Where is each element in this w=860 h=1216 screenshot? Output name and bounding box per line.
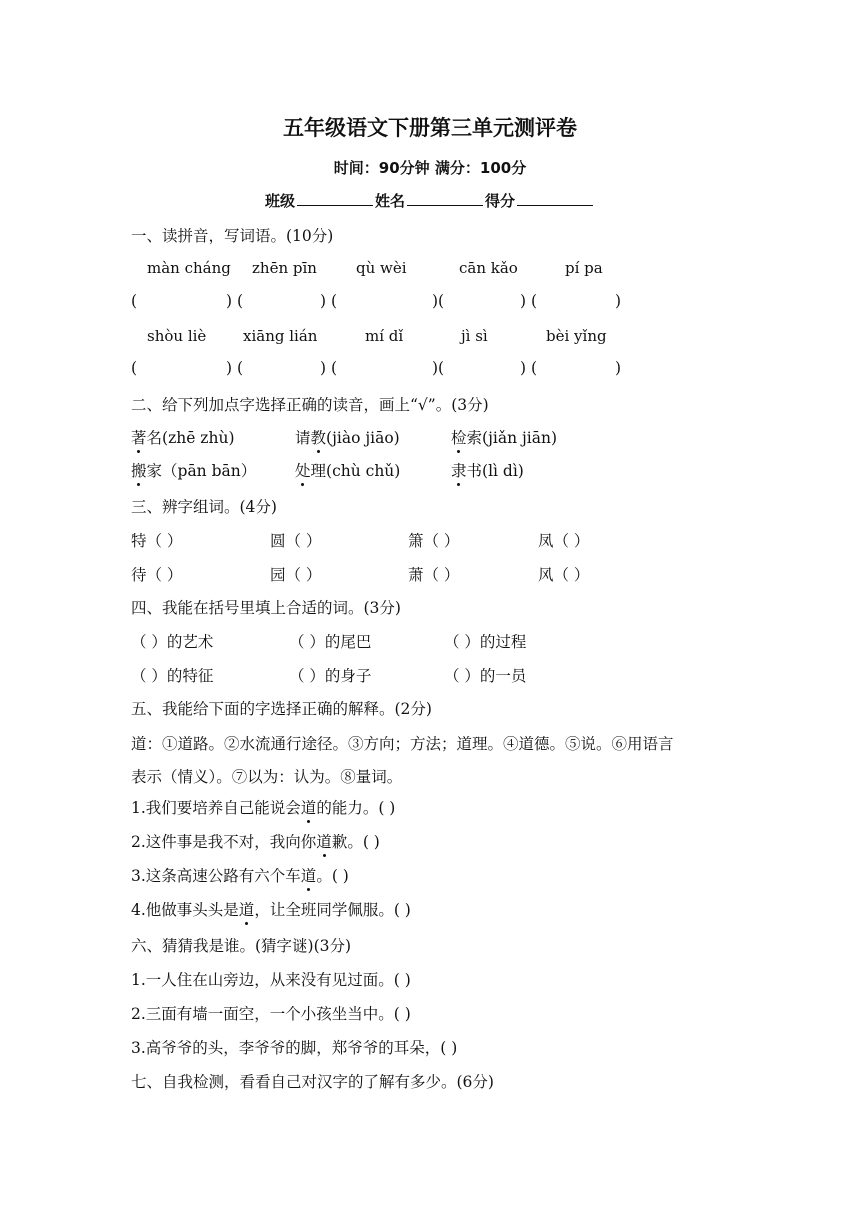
word-pair-item: 圆（ ） bbox=[270, 532, 322, 550]
question-5-2: 2.这件事是我不对，我向你道歉。( ) bbox=[131, 830, 380, 852]
reading-choice: 著名(zhē zhù) bbox=[131, 426, 235, 448]
pinyin-item: jì sì bbox=[461, 327, 488, 345]
word-pair-item: 萧（ ） bbox=[408, 566, 460, 584]
pinyin-item: màn cháng bbox=[147, 259, 231, 277]
dotted-char: 搬 bbox=[131, 459, 147, 481]
answer-paren: ) ( bbox=[320, 292, 338, 310]
dotted-char: 著 bbox=[131, 426, 147, 448]
score-label: 得分 bbox=[485, 192, 516, 210]
riddle-3: 3.高爷爷的头，李爷爷的脚，郑爷爷的耳朵，( ) bbox=[131, 1039, 458, 1057]
pinyin-item: qù wèi bbox=[356, 259, 407, 277]
section-1-heading: 一、读拼音，写词语。(10分) bbox=[131, 227, 334, 245]
answer-paren: )( bbox=[432, 292, 445, 310]
word-pair-item: 风（ ） bbox=[538, 566, 590, 584]
section-4-heading: 四、我能在括号里填上合适的词。(3分) bbox=[131, 599, 401, 617]
section-6-heading: 六、猜猜我是谁。(猜字谜)(3分) bbox=[131, 937, 352, 955]
fill-word-item: （ ）的一员 bbox=[444, 667, 527, 685]
answer-paren: ( bbox=[131, 292, 138, 310]
dotted-char: 道 bbox=[301, 796, 317, 818]
time-score-line: 时间：90分钟 满分：100分 bbox=[333, 159, 527, 177]
answer-paren: ) ( bbox=[520, 292, 538, 310]
question-5-3: 3.这条高速公路有六个车道。( ) bbox=[131, 864, 349, 886]
name-label: 姓名 bbox=[374, 192, 405, 210]
pinyin-item: bèi yǐng bbox=[546, 327, 607, 345]
word-pair-item: 园（ ） bbox=[270, 566, 322, 584]
answer-paren: ) ( bbox=[520, 359, 538, 377]
student-info-line bbox=[0, 190, 860, 211]
word-pair-item: 特（ ） bbox=[131, 532, 183, 550]
answer-paren: ) ( bbox=[226, 292, 244, 310]
fill-word-item: （ ）的尾巴 bbox=[289, 633, 372, 651]
answer-paren: ) ( bbox=[320, 359, 338, 377]
dotted-char: 道 bbox=[301, 864, 317, 886]
word-pair-item: 箫（ ） bbox=[408, 532, 460, 550]
definition-line: 表示（情义）。⑦以为：认为。⑧量词。 bbox=[131, 768, 403, 786]
class-blank bbox=[297, 191, 373, 206]
section-3-heading: 三、辨字组词。(4分) bbox=[131, 498, 277, 516]
class-label: 班级 bbox=[264, 192, 295, 210]
riddle-1: 1.一人住在山旁边，从来没有见过面。( ) bbox=[131, 971, 411, 989]
reading-choice: 处理(chù chǔ) bbox=[295, 459, 400, 481]
reading-choice: 搬家（pān bān） bbox=[131, 459, 256, 481]
fill-word-item: （ ）的过程 bbox=[444, 633, 527, 651]
section-5-heading: 五、我能给下面的字选择正确的解释。(2分) bbox=[131, 700, 432, 718]
answer-paren: ) ( bbox=[226, 359, 244, 377]
reading-choice: 检索(jiǎn jiān) bbox=[451, 426, 557, 448]
word-pair-item: 待（ ） bbox=[131, 566, 183, 584]
pinyin-item: xiāng lián bbox=[243, 327, 318, 345]
reading-choice: 请教(jiào jiāo) bbox=[295, 426, 400, 448]
answer-paren: ) bbox=[615, 292, 622, 310]
pinyin-item: zhēn pīn bbox=[252, 259, 317, 277]
dotted-char: 检 bbox=[451, 426, 467, 448]
score-blank bbox=[517, 191, 593, 206]
fill-word-item: （ ）的艺术 bbox=[131, 633, 214, 651]
riddle-2: 2.三面有墙一面空，一个小孩坐当中。( ) bbox=[131, 1005, 411, 1023]
fill-word-item: （ ）的特征 bbox=[131, 667, 214, 685]
question-5-1: 1.我们要培养自己能说会道的能力。( ) bbox=[131, 796, 395, 818]
page-title: 五年级语文下册第三单元测评卷 bbox=[283, 116, 577, 140]
pinyin-item: mí dǐ bbox=[365, 327, 404, 345]
pinyin-item: pí pa bbox=[565, 259, 603, 277]
definition-line: 道：①道路。②水流通行途径。③方向；方法；道理。④道德。⑤说。⑥用语言 bbox=[131, 735, 674, 753]
section-7-heading: 七、自我检测，看看自己对汉字的了解有多少。(6分) bbox=[131, 1073, 494, 1091]
section-2-heading: 二、给下列加点字选择正确的读音，画上“√”。(3分) bbox=[131, 396, 489, 414]
answer-paren: ) bbox=[615, 359, 622, 377]
dotted-char: 教 bbox=[311, 426, 327, 448]
dotted-char: 道 bbox=[239, 898, 255, 920]
answer-paren: ( bbox=[131, 359, 138, 377]
pinyin-item: cān kǎo bbox=[459, 259, 518, 277]
word-pair-item: 凤（ ） bbox=[538, 532, 590, 550]
reading-choice: 隶书(lì dì) bbox=[451, 459, 524, 481]
dotted-char: 道 bbox=[316, 830, 332, 852]
pinyin-item: shòu liè bbox=[147, 327, 207, 345]
dotted-char: 隶 bbox=[451, 459, 467, 481]
dotted-char: 处 bbox=[295, 459, 311, 481]
fill-word-item: （ ）的身子 bbox=[289, 667, 372, 685]
answer-paren: )( bbox=[432, 359, 445, 377]
name-blank bbox=[407, 191, 483, 206]
question-5-4: 4.他做事头头是道，让全班同学佩服。( ) bbox=[131, 898, 411, 920]
